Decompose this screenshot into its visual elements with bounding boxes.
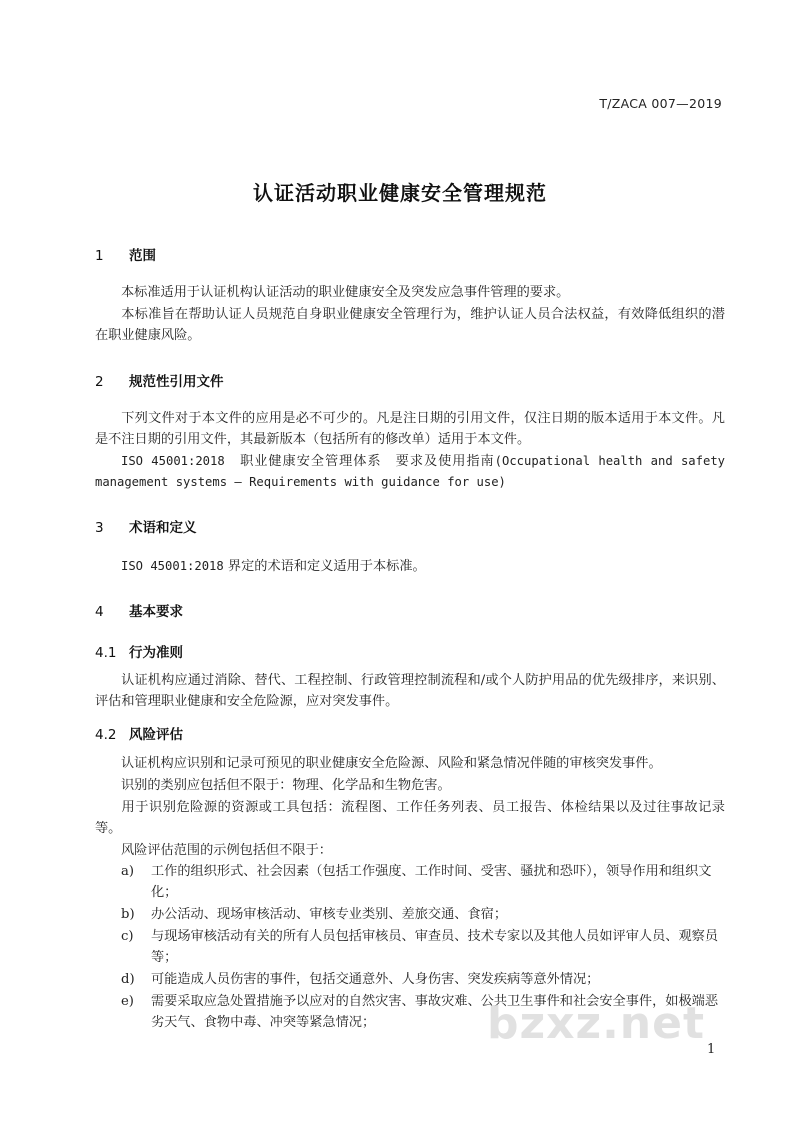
list-marker: e) [121,994,134,1009]
paragraph-text: 本标准旨在帮助认证人员规范自身职业健康安全管理行为，维护认证人员合法权益，有效降低组织的潜在职业健康风险。 [95,307,725,343]
paragraph-text: 界定的术语和定义适用于本标准。 [223,559,426,574]
paragraph [95,408,725,450]
section-number: 1 [95,248,104,264]
reference-code: ISO 45001:2018 [121,559,224,573]
list-item [121,861,725,903]
paragraph [95,797,725,839]
section-title: 术语和定义 [129,520,197,536]
section-heading-3 [95,516,197,536]
subsection-number: 4.2 [95,727,117,743]
section-number: 4 [95,604,104,620]
paragraph-text: 认证机构应通过消除、替代、工程控制、行政管理控制流程和/或个人防护用品的优先级排序，来识别、评估和管理职业健康和安全危险源，应对突发事件。 [95,673,725,709]
paragraph-text: 本标准适用于认证机构认证活动的职业健康安全及突发应急事件管理的要求。 [121,285,570,300]
paragraph [95,670,725,712]
section-heading-1 [95,244,156,264]
section-number: 3 [95,520,104,536]
standard-code: T/ZACA 007—2019 [599,96,722,111]
page-number: 1 [707,1042,716,1057]
section-title: 基本要求 [129,604,183,620]
list-item-text: 需要采取应急处置措施予以应对的自然灾害、事故灾难、公共卫生事件和社会安全事件，如极端恶劣天气、食物中毒、冲突等紧急情况； [151,994,719,1030]
list-marker: b) [121,907,135,922]
list-item-text: 工作的组织形式、社会因素（包括工作强度、工作时间、受害、骚扰和恐吓），领导作用和组织文化； [151,864,712,900]
reference-english-title: (Occupational health and safety management systems — Requirements with guidance for use) [95,454,725,489]
paragraph-text: 识别的类别应包括但不限于：物理、化学品和生物危害。 [121,778,451,793]
paragraph-text: 认证机构应识别和记录可预见的职业健康安全危险源、风险和紧急情况伴随的审核突发事件。 [121,756,662,771]
subsection-heading-4-2 [95,723,183,743]
subsection-heading-4-1 [95,641,183,661]
list-item-text: 与现场审核活动有关的所有人员包括审核员、审查员、技术专家以及其他人员如评审人员、观察员等； [151,929,719,965]
section-title: 范围 [129,248,156,264]
paragraph [95,282,725,303]
reference-entry [95,451,725,493]
list-item [121,926,725,968]
list-item [121,969,725,990]
subsection-number: 4.1 [95,645,117,661]
list-item-text: 可能造成人员伤害的事件，包括交通意外、人身伤害、突发疾病等意外情况； [151,972,600,987]
paragraph [95,753,725,774]
paragraph [95,840,725,861]
subsection-title: 行为准则 [129,645,183,661]
section-heading-2 [95,370,224,390]
section-title: 规范性引用文件 [129,374,224,390]
subsection-title: 风险评估 [129,727,183,743]
section-number: 2 [95,374,104,390]
list-marker: a) [121,864,135,879]
paragraph-text: 用于识别危险源的资源或工具包括：流程图、工作任务列表、员工报告、体检结果以及过往事故记录等。 [95,800,725,836]
reference-title: 职业健康安全管理体系 要求及使用指南 [240,454,495,469]
paragraph-text: 风险评估范围的示例包括但不限于： [121,843,332,858]
paragraph [95,304,725,346]
section-heading-4 [95,600,183,620]
list-item-text: 办公活动、现场审核活动、审核专业类别、差旅交通、食宿； [151,907,508,922]
reference-code: ISO 45001:2018 [121,454,225,468]
watermark: bzxz.net [487,998,706,1049]
list-marker: d) [121,972,135,987]
paragraph [95,775,725,796]
list-marker: c) [121,929,134,944]
document-title: 认证活动职业健康安全管理规范 [253,181,547,205]
paragraph [95,556,725,577]
paragraph-text: 下列文件对于本文件的应用是必不可少的。凡是注日期的引用文件，仅注日期的版本适用于本文件。凡是不注日期的引用文件，其最新版本（包括所有的修改单）适用于本文件。 [95,411,725,447]
list-item [121,904,725,925]
